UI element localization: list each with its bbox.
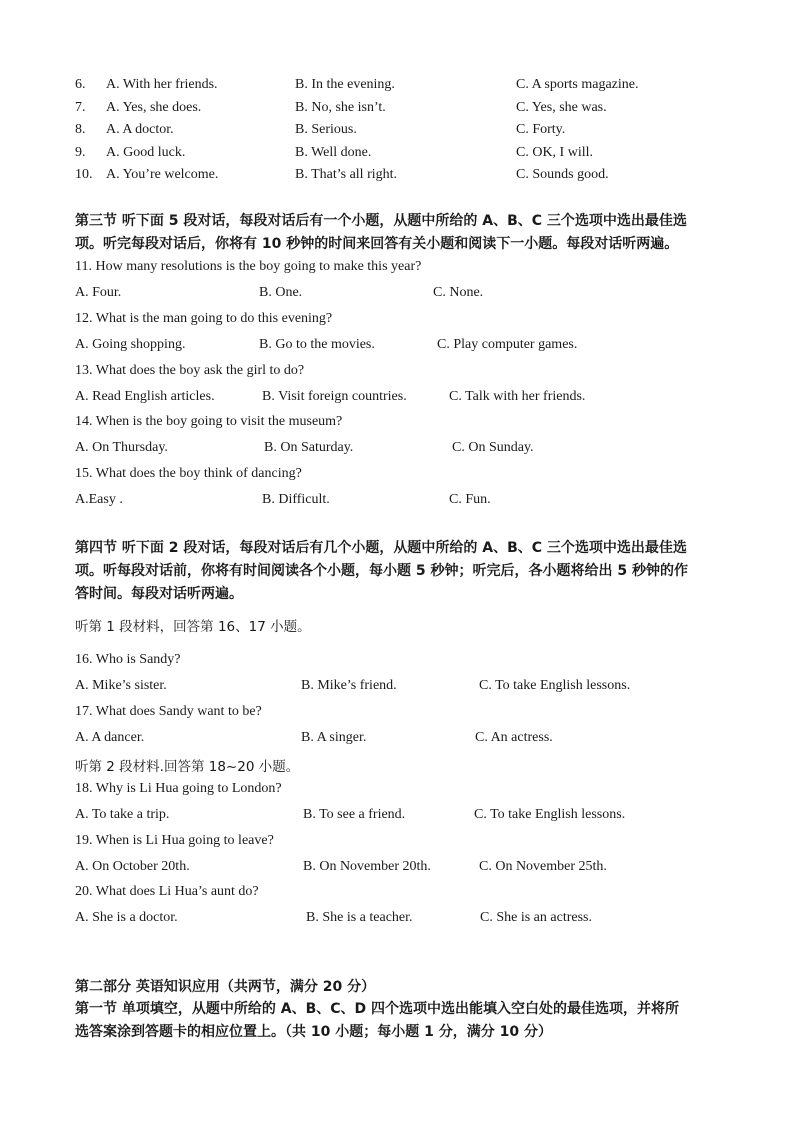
option-a: A. You’re welcome. [106,167,219,182]
material-1-instruction: 听第 1 段材料，回答第 16、17 小题。 [75,619,311,635]
material-2-instruction: 听第 2 段材料.回答第 18~20 小题。 [75,759,300,775]
item-number: 7. [75,100,86,115]
section4-heading-line2: 项。听每段对话前，你将有时间阅读各个小题，每小题 5 秒钟；听完后，各小题将给出 5 秒钟的作 [75,563,688,579]
option-c: C. Yes, she was. [516,100,607,115]
option-c: C. A sports magazine. [516,77,639,92]
option-b: B. To see a friend. [303,807,406,822]
option-b: B. She is a teacher. [306,910,413,925]
item-number: 10. [75,167,93,182]
item-number: 6. [75,77,86,92]
option-a: A. Going shopping. [75,337,186,352]
option-b: B. Mike’s friend. [301,678,397,693]
option-c: C. An actress. [475,730,553,745]
option-a: A. A doctor. [106,122,174,137]
option-b: B. Visit foreign countries. [262,389,407,404]
section3-heading-line2: 项。听完每段对话后，你将有 10 秒钟的时间来回答有关小题和阅读下一小题。每段对话听两遍。 [75,236,679,252]
section3-heading-line1: 第三节 听下面 5 段对话，每段对话后有一个小题，从题中所给的 A、B、C 三个选项中选出最佳选 [75,213,687,229]
option-c: C. She is an actress. [480,910,592,925]
question-20: 20. What does Li Hua’s aunt do? [75,884,259,899]
option-b: B. In the evening. [295,77,395,92]
section4-heading-line1: 第四节 听下面 2 段对话，每段对话后有几个小题，从题中所给的 A、B、C 三个选项中选出最佳选 [75,540,687,556]
option-a: A. To take a trip. [75,807,170,822]
question-12: 12. What is the man going to do this evening? [75,311,333,326]
option-a: A. Yes, she does. [106,100,202,115]
option-c: C. Forty. [516,122,566,137]
part2-title: 第二部分 英语知识应用（共两节，满分 20 分） [75,979,376,995]
option-a: A. On October 20th. [75,859,190,874]
option-b: B. One. [259,285,303,300]
option-c: C. Sounds good. [516,167,609,182]
option-c: C. On Sunday. [452,440,534,455]
option-b: B. On November 20th. [303,859,431,874]
option-a: A. A dancer. [75,730,145,745]
item-number: 8. [75,122,86,137]
option-c: C. None. [433,285,484,300]
option-b: B. Go to the movies. [259,337,375,352]
question-19: 19. When is Li Hua going to leave? [75,833,274,848]
option-a: A. Good luck. [106,145,186,160]
section4-heading-line3: 答时间。每段对话听两遍。 [75,586,243,602]
option-a: A. On Thursday. [75,440,168,455]
option-c: C. OK, I will. [516,145,593,160]
option-b: B. That’s all right. [295,167,398,182]
option-a: A. Read English articles. [75,389,215,404]
option-a: A. With her friends. [106,77,218,92]
option-a: A. Four. [75,285,122,300]
option-a: A.Easy . [75,492,123,507]
option-a: A. She is a doctor. [75,910,178,925]
option-c: C. Fun. [449,492,491,507]
option-a: A. Mike’s sister. [75,678,167,693]
question-14: 14. When is the boy going to visit the museum? [75,414,343,429]
option-b: B. Difficult. [262,492,330,507]
question-13: 13. What does the boy ask the girl to do? [75,363,305,378]
question-17: 17. What does Sandy want to be? [75,704,262,719]
option-c: C. Talk with her friends. [449,389,586,404]
option-c: C. Play computer games. [437,337,578,352]
option-c: C. To take English lessons. [474,807,626,822]
item-number: 9. [75,145,86,160]
option-b: B. Serious. [295,122,357,137]
question-11: 11. How many resolutions is the boy going to make this year? [75,259,422,274]
option-b: B. A singer. [301,730,367,745]
option-b: B. No, she isn’t. [295,100,386,115]
option-b: B. On Saturday. [264,440,354,455]
option-b: B. Well done. [295,145,372,160]
question-15: 15. What does the boy think of dancing? [75,466,302,481]
option-c: C. To take English lessons. [479,678,631,693]
option-c: C. On November 25th. [479,859,607,874]
part2-section1-line1: 第一节 单项填空，从题中所给的 A、B、C、D 四个选项中选出能填入空白处的最佳选项，并将所 [75,1001,680,1017]
question-16: 16. Who is Sandy? [75,652,181,667]
part2-section1-line2: 选答案涂到答题卡的相应位置上。（共 10 小题；每小题 1 分，满分 10 分） [75,1024,552,1040]
question-18: 18. Why is Li Hua going to London? [75,781,282,796]
